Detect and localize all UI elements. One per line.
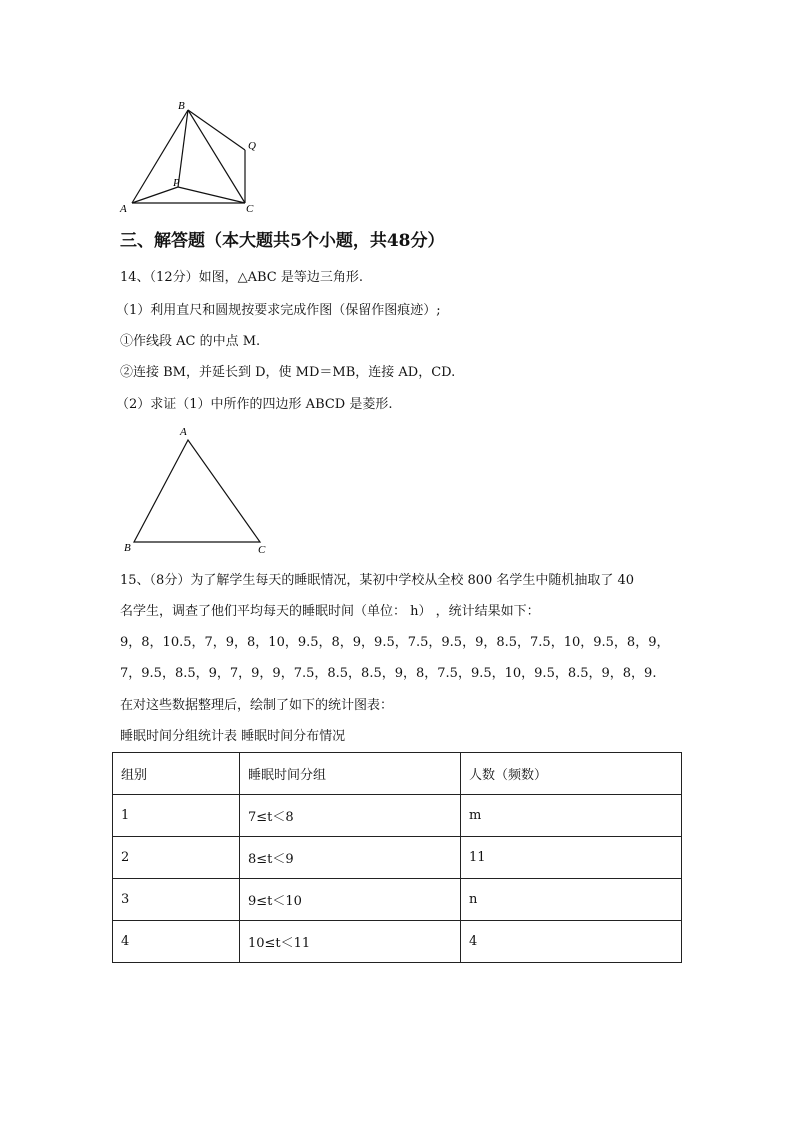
cell-count: m: [461, 795, 682, 837]
q15-line2: 名学生，调查了他们平均每天的睡眠时间（单位： h） ，统计结果如下：: [120, 604, 540, 619]
table-row: [113, 879, 682, 921]
cell-time-range: 7≤t＜8: [240, 795, 461, 837]
cell-time-range: 8≤t＜9: [240, 837, 461, 879]
cell-count: 11: [461, 837, 682, 879]
segment-bc: [188, 110, 245, 203]
table-caption: 睡眠时间分组统计表 睡眠时间分布情况: [120, 729, 346, 744]
label-a: A: [180, 426, 187, 438]
cell-group: 4: [113, 921, 240, 963]
cell-group: 1: [113, 795, 240, 837]
table-header-row: [113, 753, 682, 795]
sleep-table: [112, 752, 682, 963]
cell-count: n: [461, 879, 682, 921]
label-b: B: [124, 542, 131, 554]
label-q: Q: [248, 140, 256, 152]
table-row: [113, 795, 682, 837]
triangle-abc: [134, 440, 260, 542]
cell-group: 3: [113, 879, 240, 921]
q14-intro: 14、（12分）如图，△ABC 是等边三角形.: [120, 270, 363, 285]
q14-step1: ①作线段 AC 的中点 M.: [120, 334, 261, 349]
segment-bp: [178, 110, 188, 187]
segment-ap: [132, 187, 178, 203]
table-row: [113, 837, 682, 879]
figure-triangle-pq: [110, 95, 270, 220]
cell-time-range: 9≤t＜10: [240, 879, 461, 921]
q14-step2: ②连接 BM，并延长到 D，使 MD＝MB，连接 AD，CD.: [120, 365, 456, 380]
figure-equilateral-triangle: [118, 422, 278, 560]
table-row: [113, 921, 682, 963]
q15-after: 在对这些数据整理后，绘制了如下的统计图表：: [120, 698, 394, 713]
cell-group: 2: [113, 837, 240, 879]
q14-part2: （2）求证（1）中所作的四边形 ABCD 是菱形.: [116, 397, 393, 412]
section-heading: 三、解答题（本大题共5个小题，共48分）: [120, 231, 445, 251]
segment-ab: [132, 110, 188, 203]
label-a: A: [120, 203, 127, 215]
q14-part1: （1）利用直尺和圆规按要求完成作图（保留作图痕迹）;: [116, 303, 441, 318]
q15-data-line1: 9，8，10.5，7，9，8，10，9.5，8，9，9.5，7.5，9.5，9，8.5，7.5，10，9.5，8，9，: [120, 635, 670, 650]
header-count: 人数（频数）: [461, 753, 682, 795]
cell-count: 4: [461, 921, 682, 963]
header-time-range: 睡眠时间分组: [240, 753, 461, 795]
q15-line1: 15、（8分）为了解学生每天的睡眠情况，某初中学校从全校 800 名学生中随机抽取了 40: [120, 573, 635, 588]
q15-data-line2: 7，9.5，8.5，9，7，9，9，7.5，8.5，8.5，9，8，7.5，9.5，10，9.5，8.5，9，8，9.: [120, 666, 657, 681]
label-c: C: [246, 203, 254, 215]
segment-pc: [178, 187, 245, 203]
segment-bq: [188, 110, 245, 150]
cell-time-range: 10≤t＜11: [240, 921, 461, 963]
label-p: P: [173, 177, 180, 189]
label-c: C: [258, 544, 266, 556]
label-b: B: [178, 100, 185, 112]
header-group: 组别: [113, 753, 240, 795]
